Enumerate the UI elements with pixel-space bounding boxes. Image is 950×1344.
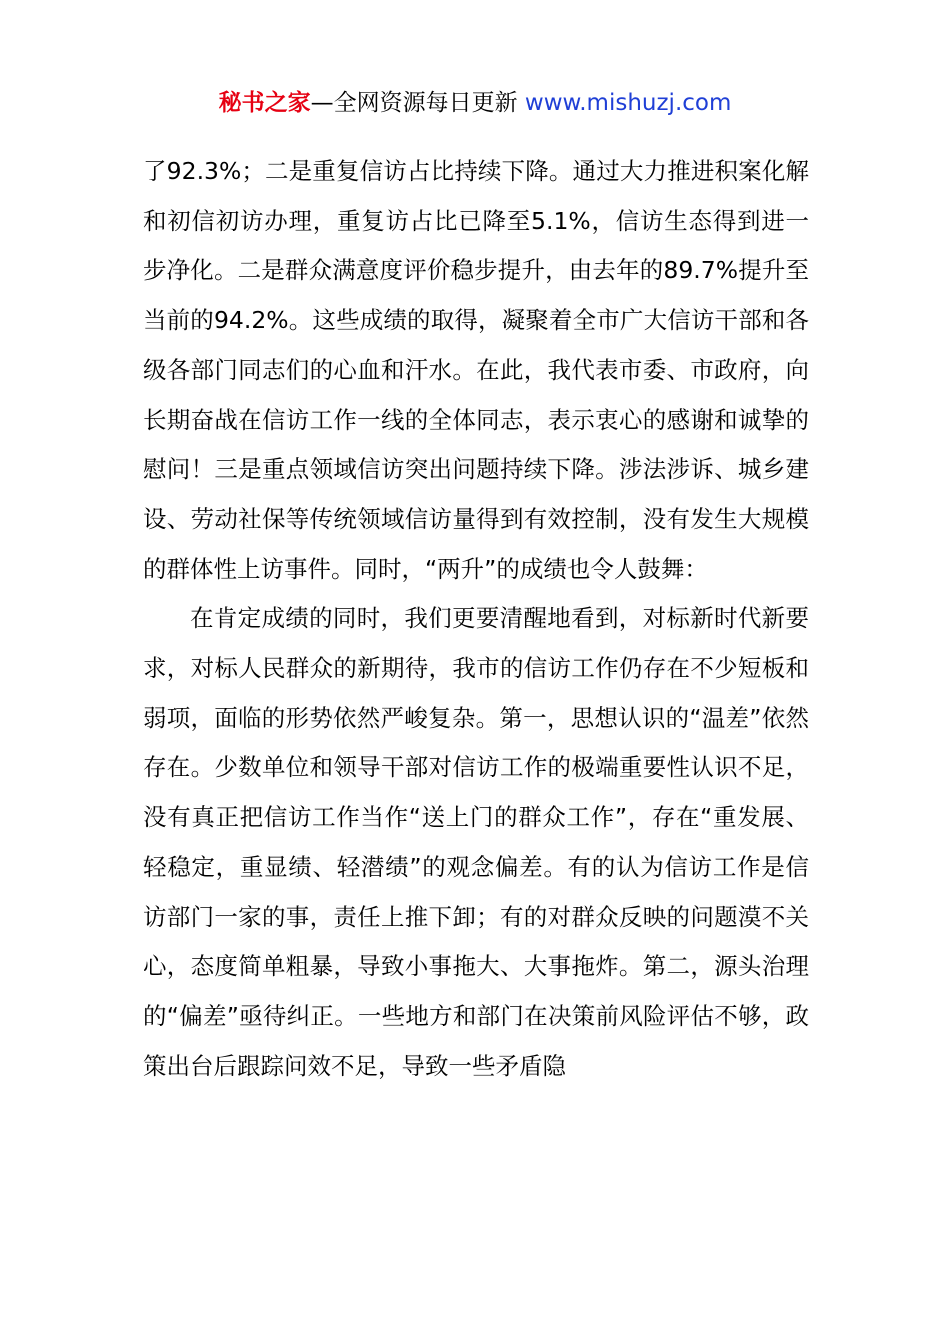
header-tagline: —全网资源每日更新 <box>310 90 525 116</box>
body-paragraph-continued: 了92.3%；二是重复信访占比持续下降。通过大力推进积案化解和初信初访办理，重复访占比已降至5.1%，信访生态得到进一步净化。二是群众满意度评价稳步提升，由去年的89.7%提升至当前的94.2%。这些成绩的取得，凝聚着全市广大信访干部和各级各部门同志们的心血和汗水。在此，我代表市委、市政府，向长期奋战在信访工作一线的全体同志，表示衷心的感谢和诚挚的慰问！三是重点领域信访突出问题持续下降。涉法涉诉、城乡建设、劳动社保等传统领域信访量得到有效控制，没有发生大规模的群体性上访事件。同时，“两升”的成绩也令人鼓舞： <box>143 157 809 583</box>
header-brand: 秘书之家 <box>218 90 311 116</box>
document-body <box>143 147 809 1091</box>
body-paragraph: 在肯定成绩的同时，我们更要清醒地看到，对标新时代新要求，对标人民群众的新期待，我市的信访工作仍存在不少短板和弱项，面临的形势依然严峻复杂。第一，思想认识的“温差”依然存在。少数单位和领导干部对信访工作的极端重要性认识不足，没有真正把信访工作当作“送上门的群众工作”，存在“重发展、轻稳定，重显绩、轻潜绩”的观念偏差。有的认为信访工作是信访部门一家的事，责任上推下卸；有的对群众反映的问题漠不关心，态度简单粗暴，导致小事拖大、大事拖炸。第二，源头治理的“偏差”亟待纠正。一些地方和部门在决策前风险评估不够，政策出台后跟踪问效不足，导致一些矛盾隐 <box>143 604 809 1080</box>
page-header <box>0 86 950 120</box>
header-site-url[interactable]: www.mishuzj.com <box>524 90 732 116</box>
